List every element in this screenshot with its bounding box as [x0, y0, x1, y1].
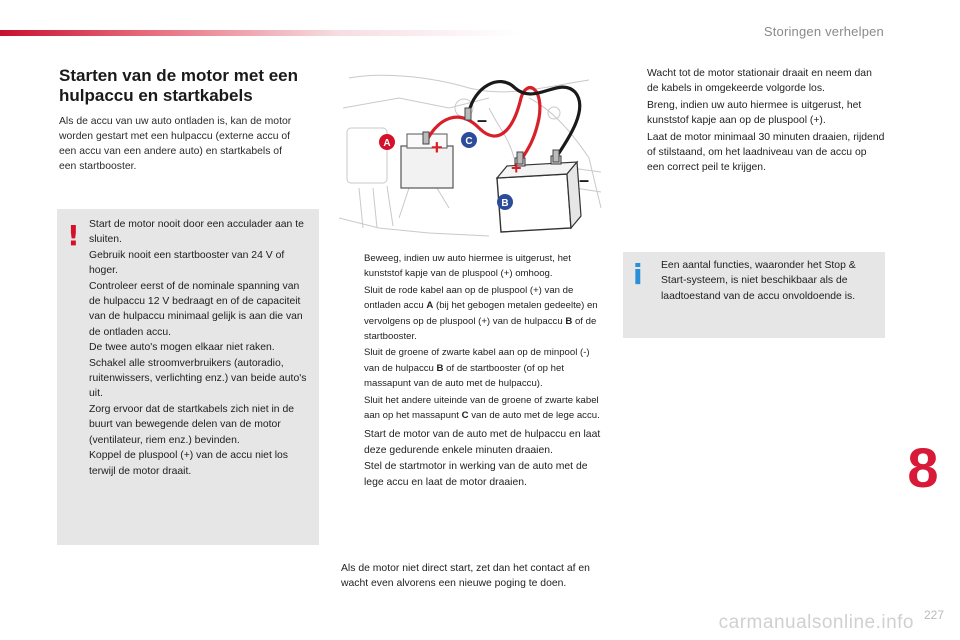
warning-line: Koppel de pluspool (+) van de accu niet los terwijl de motor draait. [89, 450, 288, 477]
warning-exclamation-icon: ! [67, 219, 80, 252]
header-accent-bar [0, 30, 520, 36]
step-item: Sluit de groene of zwarte kabel aan op de minpool (-) van de hulpaccu B of de startbooster (of op het massapunt van de auto met de hulpaccu). [364, 347, 590, 390]
step-item: Sluit de rode kabel aan op de pluspool (+) van de ontladen accu A (bij het gebogen metalen gedeelte) en vervolgens op de pluspool (+) van de hulpaccu B of de startbooster. [364, 284, 598, 343]
donor-battery-b [497, 156, 581, 232]
battery-b-plus-sign: + [511, 158, 522, 178]
battery-a-plus-sign: + [431, 137, 443, 159]
warning-list [89, 217, 313, 479]
step-item: Sluit het andere uiteinde van de groene of zwarte kabel aan op het massapunt C van de auto met de lege accu. [364, 394, 600, 422]
warning-box [57, 209, 319, 545]
right-steps-list [623, 66, 885, 177]
step-item: Laat de motor minimaal 30 minuten draaien, rijdend of stilstaand, om het laadniveau van de accu op een correct peil te krijgen. [647, 131, 885, 174]
page-header-title: Storingen verhelpen [763, 24, 884, 39]
warning-line: Gebruik nooit een startbooster van 24 V of hoger. [89, 249, 285, 277]
label-c-text: C [465, 136, 473, 147]
label-c-marker [461, 132, 477, 148]
info-box [623, 252, 885, 338]
retry-note: Als de motor niet direct start, zet dan het contact af en wacht even alvorens een nieuwe poging te doen. [341, 563, 590, 590]
warning-line: Start de motor nooit door een acculader aan te sluiten. [89, 219, 304, 246]
step-item: Beweeg, indien uw auto hiermee is uitgerust, het kunststof kapje van de pluspool (+) omhoog. [364, 253, 571, 280]
watermark: carmanualsonline.info [718, 612, 914, 633]
chapter-number: 8 [907, 436, 939, 499]
info-text: Een aantal functies, waaronder het Stop & Start-systeem, is niet beschikbaar als de laadtoestand van de accu onvoldoende is. [661, 260, 856, 302]
step-item: Start de motor van de auto met de hulpaccu en laat deze gedurende enkele minuten draaien. [364, 429, 601, 456]
label-b-text: B [501, 198, 509, 209]
jump-start-illustration [339, 68, 607, 240]
step-item: Breng, indien uw auto hiermee is uitgerust, het kunststof kapje aan op de pluspool (+). [647, 99, 862, 127]
step-item: Stel de startmotor in werking van de auto met de lege accu en laat de motor draaien. [364, 461, 588, 488]
middle-steps-list [341, 251, 603, 491]
warning-line: Zorg ervoor dat de startkabels zich niet in de buurt van bewegende delen van de motor (ventilateur, riem enz.) bevinden. [89, 403, 295, 446]
label-b-marker [497, 194, 513, 210]
label-a-marker [379, 134, 395, 150]
warning-line: Controleer eerst of de nominale spanning van de hulpaccu 12 V bedraagt en of de capaciteit van de hulpaccu minimaal gelijk is aan die van de ontladen accu. [89, 280, 303, 338]
section-title: Starten van de motor met een hulpaccu en startkabels [59, 66, 299, 105]
intro-paragraph: Als de accu van uw auto ontladen is, kan de motor worden gestart met een hulpaccu (externe accu of een accu van een andere auto) en startkabels of een startbooster. [59, 116, 292, 172]
battery-b-minus-sign: – [579, 170, 590, 190]
warning-line: De twee auto's mogen elkaar niet raken. [89, 342, 275, 354]
page-number: 227 [923, 608, 944, 622]
warning-line: Schakel alle stroomverbruikers (autoradio, ruitenwissers, verlichting enz.) van beide auto's uit. [89, 357, 307, 400]
step-item: Wacht tot de motor stationair draait en neem dan de kabels in omgekeerde volgorde los. [647, 68, 872, 95]
label-a-text: A [383, 138, 391, 149]
ground-minus-sign: – [477, 110, 488, 130]
info-icon: i [633, 258, 643, 291]
